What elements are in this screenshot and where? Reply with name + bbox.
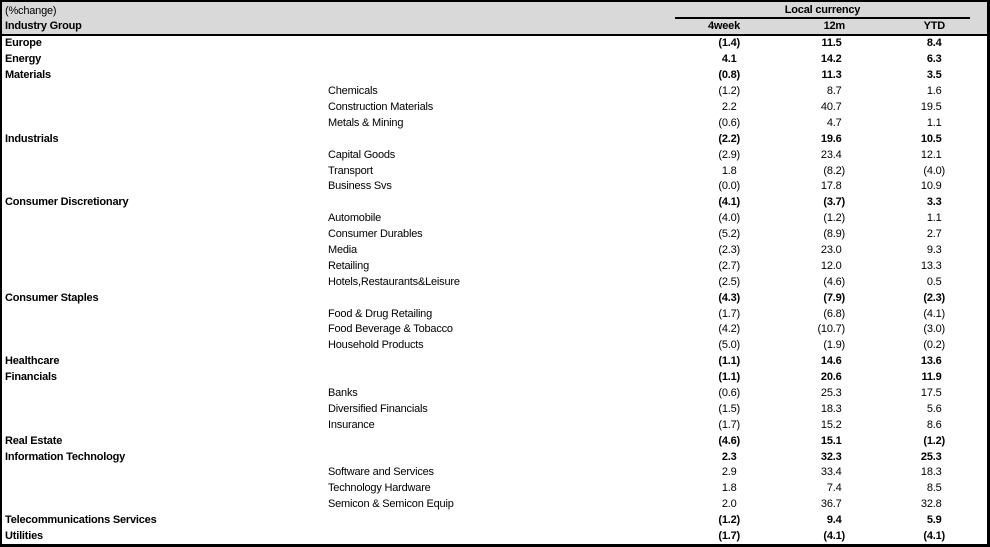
- industry-subgroup-row: [2, 385, 987, 401]
- value-ytd: 18.3: [920, 466, 942, 479]
- row-label: Europe: [5, 37, 42, 50]
- value-4week: 1.8: [721, 482, 737, 495]
- row-label: Consumer Durables: [328, 228, 423, 241]
- value-12m: 32.3: [820, 450, 842, 463]
- value-4week: (4.2): [718, 323, 740, 336]
- value-ytd: 17.5: [920, 387, 942, 400]
- value-12m: 14.2: [820, 53, 842, 66]
- col-header-ytd: YTD: [923, 20, 945, 32]
- row-label: Software and Services: [328, 466, 434, 479]
- value-4week: (1.7): [718, 530, 740, 543]
- industry-subgroup-row: [2, 322, 987, 338]
- row-label: Household Products: [328, 339, 424, 352]
- value-ytd: (2.3): [923, 291, 945, 304]
- industry-subgroup-row: [2, 163, 987, 179]
- value-4week: 4.1: [721, 53, 737, 66]
- row-label: Information Technology: [5, 450, 126, 463]
- row-label: Food Beverage & Tobacco: [328, 323, 453, 336]
- row-label: Banks: [328, 387, 358, 400]
- row-label: Media: [328, 244, 357, 257]
- value-ytd: 3.5: [926, 69, 942, 82]
- value-4week: (2.2): [718, 132, 740, 145]
- row-label: Automobile: [328, 212, 382, 225]
- row-label: Semicon & Semicon Equip: [328, 498, 454, 511]
- industry-subgroup-row: [2, 306, 987, 322]
- value-ytd: 13.3: [920, 259, 942, 272]
- value-12m: (1.2): [823, 212, 845, 225]
- industry-group-row: [2, 36, 987, 52]
- row-label: Utilities: [5, 530, 43, 543]
- value-ytd: (4.1): [923, 530, 945, 543]
- value-4week: (2.7): [718, 259, 740, 272]
- value-4week: (4.0): [718, 212, 740, 225]
- value-ytd: 0.5: [926, 275, 942, 288]
- value-ytd: 10.5: [920, 132, 942, 145]
- industry-group-row: [2, 194, 987, 210]
- value-12m: 12.0: [820, 259, 842, 272]
- row-label: Industrials: [5, 132, 59, 145]
- value-4week: (1.5): [718, 402, 740, 415]
- value-ytd: (3.0): [923, 323, 945, 336]
- value-12m: 17.8: [820, 180, 842, 193]
- industry-subgroup-row: [2, 147, 987, 163]
- row-label: Capital Goods: [328, 148, 396, 161]
- value-12m: (8.2): [823, 164, 845, 177]
- row-label: Consumer Discretionary: [5, 196, 129, 209]
- industry-group-row: [2, 290, 987, 306]
- row-label: Transport: [328, 164, 373, 177]
- industry-subgroup-row: [2, 242, 987, 258]
- industry-subgroup-row: [2, 465, 987, 481]
- local-currency-header: Local currency: [675, 2, 970, 19]
- value-12m: 9.4: [826, 514, 842, 527]
- value-4week: 1.8: [721, 164, 737, 177]
- industry-group-header: Industry Group: [5, 20, 82, 32]
- value-ytd: 8.5: [926, 482, 942, 495]
- value-ytd: 6.3: [926, 53, 942, 66]
- value-4week: (1.1): [718, 371, 740, 384]
- table-header: [2, 2, 987, 36]
- value-ytd: 11.9: [921, 371, 942, 384]
- header-row-columns: [2, 19, 987, 33]
- table-body: [2, 36, 987, 545]
- value-12m: 19.6: [820, 132, 842, 145]
- value-12m: 40.7: [820, 101, 842, 113]
- value-ytd: 25.3: [920, 450, 942, 463]
- value-12m: (6.8): [823, 307, 845, 320]
- value-ytd: 5.6: [926, 402, 942, 415]
- industry-subgroup-row: [2, 210, 987, 226]
- value-4week: (1.1): [718, 355, 740, 368]
- row-label: Metals & Mining: [328, 116, 404, 129]
- value-12m: 23.4: [820, 148, 842, 161]
- value-12m: 25.3: [820, 387, 842, 400]
- industry-subgroup-row: [2, 99, 987, 115]
- value-4week: 2.3: [721, 450, 737, 463]
- industry-subgroup-row: [2, 258, 987, 274]
- value-4week: 2.0: [721, 498, 737, 511]
- value-4week: (1.2): [718, 514, 740, 527]
- industry-group-row: [2, 528, 987, 544]
- row-label: Consumer Staples: [5, 291, 99, 304]
- industry-group-row: [2, 51, 987, 67]
- value-12m: (4.6): [823, 275, 845, 288]
- industry-subgroup-row: [2, 83, 987, 99]
- pct-change-label: (%change): [5, 4, 57, 17]
- value-ytd: 19.5: [920, 101, 942, 113]
- industry-subgroup-row: [2, 401, 987, 417]
- value-12m: 11.3: [821, 69, 842, 82]
- value-4week: (4.6): [718, 434, 740, 447]
- value-ytd: 2.7: [926, 228, 942, 241]
- value-12m: 33.4: [820, 466, 842, 479]
- value-4week: (2.3): [718, 244, 740, 257]
- col-header-12m: 12m: [823, 20, 845, 32]
- value-12m: 4.7: [826, 116, 842, 129]
- value-ytd: 13.6: [920, 355, 942, 368]
- value-ytd: 12.1: [920, 148, 942, 161]
- value-4week: (2.5): [718, 275, 740, 288]
- industry-subgroup-row: [2, 337, 987, 353]
- value-12m: 7.4: [826, 482, 842, 495]
- row-label: Healthcare: [5, 355, 60, 368]
- row-label: Food & Drug Retailing: [328, 307, 433, 320]
- value-12m: 11.5: [821, 37, 842, 50]
- value-12m: 15.2: [820, 418, 842, 431]
- row-label: Financials: [5, 371, 57, 384]
- industry-subgroup-row: [2, 179, 987, 195]
- value-12m: (3.7): [823, 196, 845, 209]
- industry-group-row: [2, 369, 987, 385]
- value-4week: (0.6): [718, 387, 740, 400]
- value-4week: 2.2: [721, 101, 737, 113]
- value-12m: 14.6: [820, 355, 842, 368]
- value-4week: (2.9): [718, 148, 740, 161]
- value-ytd: 8.4: [926, 37, 942, 50]
- industry-group-row: [2, 353, 987, 369]
- row-label: Diversified Financials: [328, 402, 428, 415]
- row-label: Technology Hardware: [328, 482, 431, 495]
- row-label: Energy: [5, 53, 42, 66]
- value-ytd: 8.6: [926, 418, 942, 431]
- value-ytd: 1.1: [926, 116, 942, 129]
- value-12m: 20.6: [820, 371, 842, 384]
- value-4week: (5.2): [718, 228, 740, 241]
- value-12m: (10.7): [817, 323, 845, 336]
- value-4week: (1.2): [718, 85, 740, 98]
- value-ytd: 1.1: [926, 212, 942, 225]
- value-4week: (5.0): [718, 339, 740, 352]
- industry-group-row: [2, 131, 987, 147]
- row-label: Insurance: [328, 418, 375, 431]
- value-ytd: 32.8: [920, 498, 942, 511]
- row-label: Telecommunications Services: [5, 514, 157, 527]
- header-row-top: [2, 2, 987, 19]
- value-ytd: (0.2): [923, 339, 945, 352]
- row-label: Construction Materials: [328, 101, 434, 113]
- value-12m: (8.9): [823, 228, 845, 241]
- value-4week: (0.0): [718, 180, 740, 193]
- row-label: Retailing: [328, 259, 370, 272]
- industry-subgroup-row: [2, 274, 987, 290]
- value-4week: (4.1): [718, 196, 740, 209]
- value-4week: (1.7): [718, 307, 740, 320]
- industry-subgroup-row: [2, 480, 987, 496]
- value-ytd: (4.1): [923, 307, 945, 320]
- value-12m: (4.1): [823, 530, 845, 543]
- value-4week: (1.7): [718, 418, 740, 431]
- col-header-4week: 4week: [707, 20, 740, 32]
- industry-subgroup-row: [2, 496, 987, 512]
- value-12m: 36.7: [820, 498, 842, 511]
- row-label: Materials: [5, 69, 51, 82]
- value-12m: 15.1: [820, 434, 842, 447]
- industry-group-row: [2, 449, 987, 465]
- industry-subgroup-row: [2, 226, 987, 242]
- value-12m: (7.9): [823, 291, 845, 304]
- industry-group-row: [2, 67, 987, 83]
- value-ytd: 3.3: [926, 196, 942, 209]
- value-4week: (1.4): [718, 37, 740, 50]
- value-ytd: 9.3: [926, 244, 942, 257]
- industry-subgroup-row: [2, 417, 987, 433]
- value-ytd: (4.0): [923, 164, 945, 177]
- value-4week: (4.3): [718, 291, 740, 304]
- value-ytd: 1.6: [926, 85, 942, 98]
- row-label: Hotels,Restaurants&Leisure: [328, 275, 460, 288]
- industry-subgroup-row: [2, 115, 987, 131]
- industry-group-row: [2, 433, 987, 449]
- value-4week: 2.9: [721, 466, 737, 479]
- value-ytd: (1.2): [923, 434, 945, 447]
- row-label: Real Estate: [5, 434, 63, 447]
- value-12m: 8.7: [826, 85, 842, 98]
- row-label: Chemicals: [328, 85, 378, 98]
- value-4week: (0.8): [718, 69, 740, 82]
- value-12m: 18.3: [820, 402, 842, 415]
- row-label: Business Svs: [328, 180, 392, 193]
- value-12m: (1.9): [823, 339, 845, 352]
- value-12m: 23.0: [820, 244, 842, 257]
- industry-group-row: [2, 512, 987, 528]
- value-ytd: 10.9: [920, 180, 942, 193]
- value-ytd: 5.9: [926, 514, 942, 527]
- value-4week: (0.6): [718, 116, 740, 129]
